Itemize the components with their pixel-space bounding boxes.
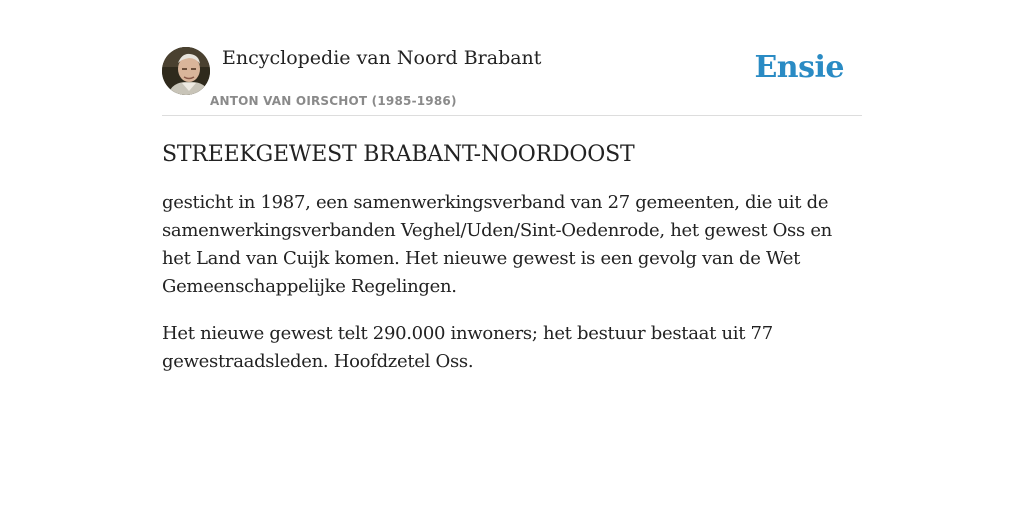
entry-paragraph-1: gesticht in 1987, een samenwerkingsverband van 27 gemeenten, die uit de samenwerkingsverbanden Veghel/Uden/Sint-Oedenrode, het gewest Oss en het Land van Cuijk komen. Het nieuwe gewest is een gevolg van de Wet Gemeenschappelijke Regelingen. (162, 192, 832, 297)
source-title[interactable]: Encyclopedie van Noord Brabant (222, 47, 542, 69)
entry-paragraph-2: Het nieuwe gewest telt 290.000 inwoners; het bestuur bestaat uit 77 gewestraadsleden. Hoofdzetel Oss. (162, 323, 773, 372)
entry-header (162, 46, 862, 116)
author-portrait-icon (162, 47, 210, 95)
ensie-logo[interactable]: Ensie (754, 50, 844, 85)
entry-card (162, 46, 862, 376)
author-name[interactable]: ANTON VAN OIRSCHOT (1985-1986) (210, 94, 457, 108)
entry-title: STREEKGEWEST BRABANT-NOORDOOST (162, 142, 635, 167)
author-avatar[interactable] (162, 47, 210, 95)
